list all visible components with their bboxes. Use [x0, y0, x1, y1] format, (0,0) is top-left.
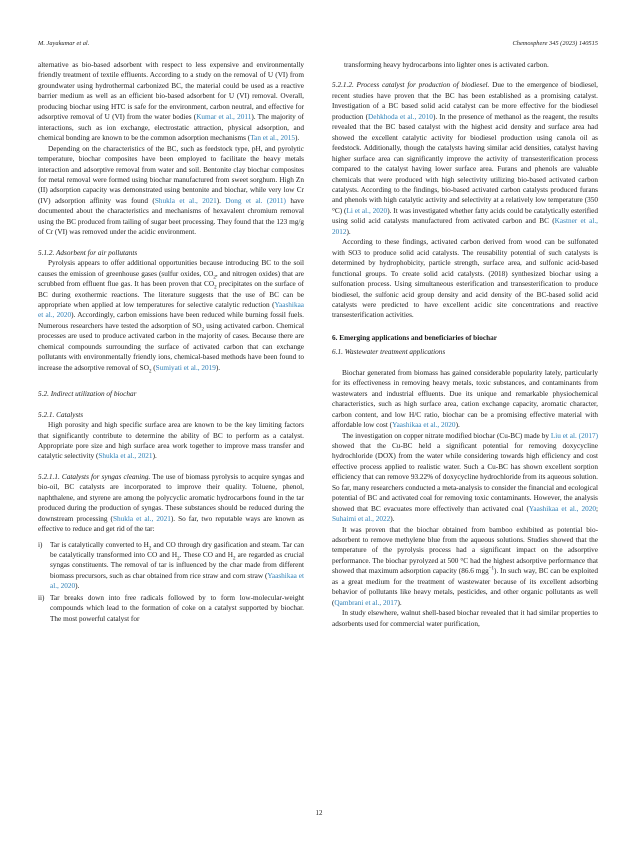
- section-heading-5-2-1: 5.2.1. Catalysts: [38, 410, 84, 419]
- paragraph-biochar-composites: Depending on the characteristics of the BC, such as feedstock type, pH, and pyrolytic temperature, biochar composites have been employed to facilitate the heavy metals interaction and adsorptive removal from water and soil. Bentonite clay biochar composites for metal removal were formed using biochar manufactured from sweet sorghum. High Zn (II) adsorption capacity was demonstrated using bentonite and biochar, while very low Cr (IV) adsorption affinity was found (Shukla et al., 2021). Dong et al. (2011) have documented about the characteristics and mechanisms of hexavalent chromium removal using the BC produced from tailing of sugar beet processing. They found that the 123 mg/g of Cr (VI) was removed under the acidic environment.: [38, 144, 305, 237]
- paragraph-air-pollutants: Pyrolysis appears to offer additional opportunities because introducing BC to the soil causes the emission of greenhouse gases (sulfur oxides, $CO_2$, and nitrogen oxides) that are scrubbed from effluent flue gas. It has been proven that $CO_2$ precipitates on the surface of BC during exothermic reactions. The literature suggests that the use of BC can be appropriate when applied at low temperatures for selective catalytic reduction (Yaashikaa et al., 2020). Accordingly, carbon emissions have been reduced while burning fossil fuels. Numerous researchers have tested the adsorption of $SO_2$ using activated carbon. Chemical processes are used to produce activated carbon in the majority of cases. Because there are chemical compounds surrounding the surface of activated carbon that can exchange pollutants with environmentally friendly ions, chemical-based methods have been found to increase the adsorptive removal of $SO_2$ (Sumiyati et al., 2019).: [38, 259, 304, 375]
- list-item: ii) Tar breaks down into free radicals followed by to form low-molecular-weight compounds which lead to the formation of coke on a catalyst supported by biochar. The most powerful catalyst for: [38, 593, 304, 623]
- citation-link[interactable]: Li et al., 2020: [346, 206, 388, 215]
- citation-link[interactable]: Shukla et al., 2021: [112, 514, 171, 523]
- citation-link[interactable]: Yaashikaa et al., 2020: [528, 504, 596, 513]
- paragraph-catalysts: High porosity and high specific surface area are known to be the key limiting factors that significantly contribute to determine the ability of BC to perform as a catalyst. Appropriate pore size and high surface area work together to improve mass transfer and catalytic selectivity (Shukla et al., 2021).: [38, 421, 304, 461]
- citation-link[interactable]: Shukla et al., 2021: [98, 452, 153, 461]
- running-header-journal: Chemosphere 345 (2023) 140515: [512, 40, 598, 47]
- list-item-continuation: transforming heavy hydrocarbons into lighter ones is activated carbon.: [344, 61, 549, 69]
- paragraph-sulfonation: According to these findings, activated carbon derived from wood can be sulfonated with SO3 to produce solid acid catalysts. The reusability potential of such catalysts is determined by hydrophobicity, particle strength, surface area, and sulfonic acid-based functional groups. To create solid acid catalysts. (2018) synthesized biochar using a sulfonation process. Using simultaneous esterification and transesterification to produce biodiesel, the sulfonic acid group density and acid density of the BC-based solid acid catalysts were predicted to have excellent acidic site concentrations and reactive transesterification activities.: [332, 238, 598, 320]
- citation-link[interactable]: Qambrani et al., 2017: [334, 598, 398, 607]
- citation-link[interactable]: Tan et al., 2015: [250, 134, 296, 143]
- section-heading-5-2-1-1: 5.2.1.1. Catalysts for syngas cleaning.: [38, 472, 151, 481]
- left-column: [38, 60, 304, 625]
- paragraph-walnut-biochar: In study elsewhere, walnut shell-based biochar revealed that it had similar properties to adsorbents used for commercial water purification,: [332, 609, 598, 628]
- citation-link[interactable]: Dong et al. (2011): [225, 196, 286, 205]
- tar-removal-list: [38, 540, 304, 625]
- paragraph-wastewater-intro: Biochar generated from biomass has gained considerable popularity lately, particularly for its effectiveness in removing heavy metals, toxic substances, and contaminants from wastewaters and industrial effluents. Due its unique and remarkable physiochemical characteristics, such as high surface area, cation exchange capacity, aromatic character, carbon content, and low H/C ratio, biochar can be a promising effective material with affordable low cost (Yaashikaa et al., 2020).: [332, 368, 598, 430]
- list-item: i) Tar is catalytically converted to $H_2$ and CO through dry gasification and steam. Tar can be catalytically transformed into CO and $H_2$. These CO and $H_2$ are regarded as crucial syngas constituents. The removal of tar is influenced by the char made from different biomass precursors, such as char obtained from rice straw and corn straw (Yaashikaa et al., 2020).: [38, 540, 304, 591]
- citation-link[interactable]: Sumiyati et al., 2019: [155, 363, 216, 372]
- paragraph-biodiesel-catalyst: 5.2.1.2. Process catalyst for production of biodiesel. Due to the emergence of biodiesel, recent studies have proven that the BC has been established as a promising catalyst. Investigation of a BC based solid acid catalyst can be more effective for the biodiesel production (Dehkhoda et al., 2010). In the presence of methanol as the reagent, the results revealed that the BC based catalyst with the highest acid density and surface area had showed the excellent catalytic activity for biodiesel production using canola oil as feedstock. Additionally, though the catalysts having similar acid densities, catalyst having higher surface area can significantly improve the activity of transesterification process compared to the catalyst having lower surface area. Furans and phenols are valuable chemicals that were produced with high selectivity utilizing bio-based activated carbon catalysts. According to the findings, bio-based activated carbon catalysts produced furans and phenols with high catalytic activity and selectivity at a relatively low temperature (350 °C) (Li et al., 2020). It was investigated whether fatty acids could be catalytically esterified using solid acid catalysts manufactured from activated carbon and BC (Kastner et al., 2012).: [332, 81, 599, 236]
- citation-link[interactable]: Shukla et al., 2021: [154, 196, 217, 205]
- citation-link[interactable]: Yaashikaa et al., 2020: [38, 300, 304, 320]
- citation-link[interactable]: Liu et al. (2017): [550, 431, 598, 440]
- section-heading-5-1-2: 5.1.2. Adsorbent for air pollutants: [38, 248, 138, 257]
- citation-link[interactable]: Yaashikaa et al., 2020: [392, 421, 456, 430]
- section-heading-5-2: 5.2. Indirect utilization of biochar: [38, 390, 137, 399]
- citation-link[interactable]: Dehkhoda et al., 2010: [368, 112, 433, 121]
- page-number: 12: [315, 809, 323, 817]
- citation-link[interactable]: Kumar et al., 2011: [196, 113, 252, 122]
- citation-link[interactable]: Suhaimi et al., 2022: [332, 515, 391, 524]
- section-heading-5-2-1-2: 5.2.1.2. Process catalyst for production of biodiesel.: [332, 81, 490, 90]
- paragraph-cu-bc: The investigation on copper nitrate modified biochar (Cu-BC) made by Liu et al. (2017) showed that the Cu-BC held a significant potential for removing doxycycline hydrochloride (DOX) from the water while considering towards high efficiency and cost effective process applied to realistic water. Such a Cu-BC has shown excellent sorption efficiency that can remove 93.22% of doxycycline hydrochloride from its aqueous solution. So far, many researchers conducted a meta-analysis to consider the financial and ecological potential of BC and activated coal for removing toxic contaminants. However, the analysis showed that BC evacuates more effectively than activated coal (Yaashikaa et al., 2020; Suhaimi et al., 2022).: [332, 431, 599, 524]
- paragraph-bamboo-biochar: It was proven that the biochar obtained from bamboo exhibited as potential bio-adsorbent to remove methylene blue from the aqueous solutions. Studies showed that the temperature of the pyrolysis process had a significant impact on the adsorptive performance. The biochar pyrolyzed at 500 °C had the highest adsorptive performance that showed that maximum adsorption capacity (86.6 mgg$^{-1}$). In such way, BC can be exploited as a great medium for the treatment of wastewater because of its excellent adsorbing behavior of pollutants like heavy metals, pesticides, and other organic pollutants as well (Qambrani et al., 2017).: [332, 525, 599, 607]
- right-column: [332, 60, 598, 629]
- section-heading-6-1: 6.1. Wastewater treatment applications: [332, 348, 446, 357]
- paragraph-htc-uranium: alternative as bio-based adsorbent with respect to less expensive and environmentally friendly treatment of textile effluents. According to a study on the removal of U (VI) from groundwater using hydrothermal carbonized BC, the material could be used as a reactive barrier medium as well as an efficient bio-based adsorbent for U (VI) removal. Overall, producing biochar using HTC is safe for the environment, carbon neutral, and effective for adsorptive removal of U (VI) from the water bodies (Kumar et al., 2011). The majority of interactions, such as ion exchange, electrostatic attraction, physical adsorption, and chemical bonding are known to be the common adsorption mechanisms (Tan et al., 2015).: [38, 61, 305, 143]
- citation-link[interactable]: Kastner et al., 2012: [332, 217, 598, 236]
- section-heading-6: 6. Emerging applications and beneficiaries of biochar: [332, 333, 497, 342]
- citation-link[interactable]: Yaashikaa et al., 2020: [50, 571, 304, 591]
- paragraph-syngas-cleaning: 5.2.1.1. Catalysts for syngas cleaning. The use of biomass pyrolysis to acquire syngas and bio-oil, BC catalysts are incorporated to improve their quality. Toluene, phenol, naphthalene, and styrene are among the polycyclic aromatic hydrocarbons found in the tar produced during the production of syngas. These substances should be reduced during the downstream processing (Shukla et al., 2021). So far, two reputable ways are known as effective to reduce and get rid of the tar:: [38, 472, 305, 534]
- running-header-authors: M. Jayakumar et al.: [38, 40, 90, 47]
